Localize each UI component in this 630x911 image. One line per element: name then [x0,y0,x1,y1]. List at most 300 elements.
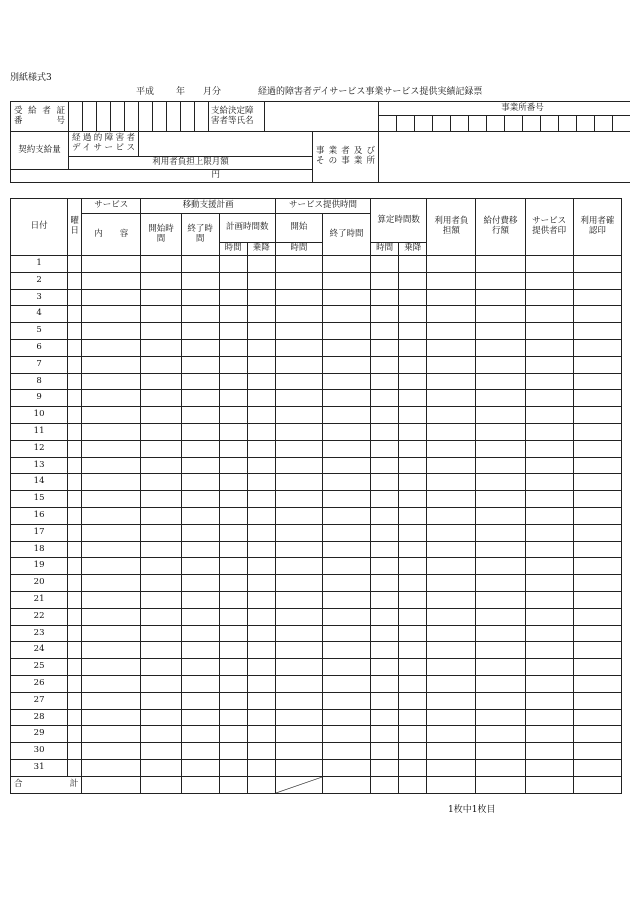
record-cell[interactable] [322,608,370,625]
record-cell[interactable] [371,675,399,692]
record-cell[interactable] [371,356,399,373]
record-cell[interactable] [82,726,141,743]
record-cell[interactable] [573,373,621,390]
record-cell[interactable] [219,625,247,642]
record-cell[interactable] [141,575,181,592]
record-cell[interactable] [525,474,573,491]
record-cell[interactable] [82,743,141,760]
record-cell[interactable] [573,507,621,524]
record-cell[interactable] [181,709,219,726]
record-cell[interactable] [219,256,247,273]
total-cell[interactable] [82,776,141,793]
record-cell[interactable] [141,692,181,709]
record-cell[interactable] [476,625,525,642]
record-cell[interactable] [525,759,573,776]
record-cell[interactable] [82,272,141,289]
office-digit[interactable] [469,116,487,132]
record-cell[interactable] [476,709,525,726]
record-cell[interactable] [275,726,322,743]
record-cell[interactable] [68,726,82,743]
record-cell[interactable] [82,709,141,726]
record-cell[interactable] [247,743,275,760]
record-cell[interactable] [141,759,181,776]
cert-digit[interactable] [195,102,209,132]
total-cell[interactable] [476,776,525,793]
record-cell[interactable] [141,608,181,625]
record-cell[interactable] [371,541,399,558]
record-cell[interactable] [82,507,141,524]
record-cell[interactable] [322,306,370,323]
record-cell[interactable] [68,608,82,625]
record-cell[interactable] [399,390,427,407]
record-cell[interactable] [275,692,322,709]
record-cell[interactable] [219,507,247,524]
record-cell[interactable] [322,457,370,474]
record-cell[interactable] [219,675,247,692]
record-cell[interactable] [573,558,621,575]
record-cell[interactable] [322,675,370,692]
record-cell[interactable] [525,373,573,390]
record-cell[interactable] [181,692,219,709]
record-cell[interactable] [427,726,476,743]
record-cell[interactable] [525,356,573,373]
total-cell[interactable] [141,776,181,793]
record-cell[interactable] [275,608,322,625]
record-cell[interactable] [68,541,82,558]
record-cell[interactable] [68,692,82,709]
record-cell[interactable] [573,726,621,743]
record-cell[interactable] [427,356,476,373]
record-cell[interactable] [141,306,181,323]
record-cell[interactable] [181,575,219,592]
record-cell[interactable] [525,608,573,625]
cert-digit[interactable] [83,102,97,132]
record-cell[interactable] [181,390,219,407]
record-cell[interactable] [181,474,219,491]
record-cell[interactable] [275,541,322,558]
record-cell[interactable] [82,373,141,390]
record-cell[interactable] [68,390,82,407]
record-cell[interactable] [322,272,370,289]
record-cell[interactable] [476,675,525,692]
record-cell[interactable] [181,356,219,373]
record-cell[interactable] [573,642,621,659]
record-cell[interactable] [525,457,573,474]
record-cell[interactable] [82,256,141,273]
record-cell[interactable] [525,625,573,642]
record-cell[interactable] [322,440,370,457]
provider-field[interactable] [379,132,630,183]
record-cell[interactable] [476,642,525,659]
record-cell[interactable] [476,608,525,625]
record-cell[interactable] [219,306,247,323]
record-cell[interactable] [219,407,247,424]
total-cell[interactable] [219,776,247,793]
record-cell[interactable] [82,339,141,356]
record-cell[interactable] [275,339,322,356]
record-cell[interactable] [68,625,82,642]
record-cell[interactable] [181,524,219,541]
record-cell[interactable] [476,692,525,709]
cert-digit[interactable] [69,102,83,132]
record-cell[interactable] [371,440,399,457]
contract-amount-field[interactable] [139,132,313,157]
office-digit[interactable] [505,116,523,132]
record-cell[interactable] [371,306,399,323]
record-cell[interactable] [476,743,525,760]
office-digit[interactable] [595,116,613,132]
record-cell[interactable] [476,423,525,440]
record-cell[interactable] [275,407,322,424]
record-cell[interactable] [141,524,181,541]
record-cell[interactable] [399,256,427,273]
record-cell[interactable] [322,692,370,709]
record-cell[interactable] [476,591,525,608]
record-cell[interactable] [68,373,82,390]
record-cell[interactable] [573,625,621,642]
record-cell[interactable] [322,743,370,760]
record-cell[interactable] [371,256,399,273]
record-cell[interactable] [247,575,275,592]
record-cell[interactable] [399,726,427,743]
record-cell[interactable] [68,256,82,273]
record-cell[interactable] [476,356,525,373]
record-cell[interactable] [476,457,525,474]
cert-digit[interactable] [181,102,195,132]
record-cell[interactable] [219,692,247,709]
record-cell[interactable] [275,642,322,659]
record-cell[interactable] [275,507,322,524]
record-cell[interactable] [427,289,476,306]
record-cell[interactable] [219,474,247,491]
record-cell[interactable] [247,491,275,508]
record-cell[interactable] [371,423,399,440]
record-cell[interactable] [525,390,573,407]
record-cell[interactable] [573,759,621,776]
record-cell[interactable] [219,608,247,625]
record-cell[interactable] [68,306,82,323]
record-cell[interactable] [247,558,275,575]
record-cell[interactable] [68,709,82,726]
record-cell[interactable] [573,272,621,289]
record-cell[interactable] [573,256,621,273]
record-cell[interactable] [399,524,427,541]
record-cell[interactable] [427,524,476,541]
record-cell[interactable] [141,659,181,676]
record-cell[interactable] [427,625,476,642]
record-cell[interactable] [322,524,370,541]
record-cell[interactable] [82,390,141,407]
record-cell[interactable] [141,289,181,306]
record-cell[interactable] [427,491,476,508]
record-cell[interactable] [476,272,525,289]
record-cell[interactable] [275,474,322,491]
record-cell[interactable] [322,541,370,558]
record-cell[interactable] [322,642,370,659]
record-cell[interactable] [219,659,247,676]
record-cell[interactable] [181,642,219,659]
record-cell[interactable] [322,339,370,356]
record-cell[interactable] [322,759,370,776]
record-cell[interactable] [275,659,322,676]
record-cell[interactable] [427,440,476,457]
record-cell[interactable] [275,524,322,541]
record-cell[interactable] [322,575,370,592]
record-cell[interactable] [247,726,275,743]
record-cell[interactable] [275,743,322,760]
record-cell[interactable] [476,339,525,356]
record-cell[interactable] [399,507,427,524]
record-cell[interactable] [141,323,181,340]
record-cell[interactable] [68,272,82,289]
record-cell[interactable] [141,709,181,726]
record-cell[interactable] [82,591,141,608]
total-cell[interactable] [427,776,476,793]
record-cell[interactable] [399,457,427,474]
record-cell[interactable] [82,541,141,558]
record-cell[interactable] [275,390,322,407]
record-cell[interactable] [219,575,247,592]
record-cell[interactable] [181,440,219,457]
record-cell[interactable] [141,743,181,760]
record-cell[interactable] [476,507,525,524]
record-cell[interactable] [247,608,275,625]
record-cell[interactable] [141,726,181,743]
record-cell[interactable] [399,608,427,625]
record-cell[interactable] [399,440,427,457]
record-cell[interactable] [525,272,573,289]
record-cell[interactable] [275,289,322,306]
record-cell[interactable] [141,256,181,273]
record-cell[interactable] [476,407,525,424]
record-cell[interactable] [247,356,275,373]
record-cell[interactable] [82,524,141,541]
record-cell[interactable] [247,323,275,340]
record-cell[interactable] [399,474,427,491]
record-cell[interactable] [141,625,181,642]
record-cell[interactable] [371,743,399,760]
cert-digit[interactable] [153,102,167,132]
record-cell[interactable] [573,692,621,709]
record-cell[interactable] [68,289,82,306]
record-cell[interactable] [525,407,573,424]
record-cell[interactable] [219,272,247,289]
record-cell[interactable] [573,289,621,306]
record-cell[interactable] [68,423,82,440]
record-cell[interactable] [181,457,219,474]
record-cell[interactable] [525,591,573,608]
record-cell[interactable] [219,457,247,474]
record-cell[interactable] [322,289,370,306]
record-cell[interactable] [322,507,370,524]
record-cell[interactable] [399,692,427,709]
record-cell[interactable] [275,759,322,776]
record-cell[interactable] [427,256,476,273]
record-cell[interactable] [275,491,322,508]
cert-digit[interactable] [111,102,125,132]
record-cell[interactable] [247,474,275,491]
record-cell[interactable] [371,373,399,390]
record-cell[interactable] [427,575,476,592]
record-cell[interactable] [247,407,275,424]
record-cell[interactable] [427,709,476,726]
record-cell[interactable] [82,675,141,692]
record-cell[interactable] [247,759,275,776]
record-cell[interactable] [275,306,322,323]
record-cell[interactable] [275,457,322,474]
record-cell[interactable] [68,474,82,491]
record-cell[interactable] [141,423,181,440]
record-cell[interactable] [181,759,219,776]
record-cell[interactable] [573,457,621,474]
office-digit[interactable] [415,116,433,132]
record-cell[interactable] [371,339,399,356]
record-cell[interactable] [247,659,275,676]
record-cell[interactable] [275,440,322,457]
decided-person-name-field[interactable] [265,102,379,132]
record-cell[interactable] [275,323,322,340]
record-cell[interactable] [427,390,476,407]
record-cell[interactable] [82,692,141,709]
record-cell[interactable] [399,709,427,726]
record-cell[interactable] [219,390,247,407]
record-cell[interactable] [181,659,219,676]
record-cell[interactable] [141,541,181,558]
record-cell[interactable] [322,390,370,407]
record-cell[interactable] [82,659,141,676]
record-cell[interactable] [525,726,573,743]
record-cell[interactable] [82,356,141,373]
record-cell[interactable] [525,507,573,524]
record-cell[interactable] [476,474,525,491]
record-cell[interactable] [322,558,370,575]
record-cell[interactable] [476,726,525,743]
record-cell[interactable] [247,306,275,323]
record-cell[interactable] [68,457,82,474]
record-cell[interactable] [181,323,219,340]
record-cell[interactable] [525,541,573,558]
record-cell[interactable] [275,675,322,692]
record-cell[interactable] [247,591,275,608]
record-cell[interactable] [399,659,427,676]
record-cell[interactable] [82,491,141,508]
cert-digit[interactable] [125,102,139,132]
record-cell[interactable] [141,440,181,457]
record-cell[interactable] [573,407,621,424]
record-cell[interactable] [371,289,399,306]
record-cell[interactable] [371,491,399,508]
record-cell[interactable] [68,356,82,373]
record-cell[interactable] [181,675,219,692]
record-cell[interactable] [247,709,275,726]
record-cell[interactable] [573,474,621,491]
record-cell[interactable] [371,407,399,424]
record-cell[interactable] [247,507,275,524]
office-digit[interactable] [451,116,469,132]
record-cell[interactable] [219,339,247,356]
record-cell[interactable] [399,491,427,508]
record-cell[interactable] [525,256,573,273]
record-cell[interactable] [371,709,399,726]
record-cell[interactable] [181,423,219,440]
record-cell[interactable] [141,407,181,424]
record-cell[interactable] [219,726,247,743]
record-cell[interactable] [68,675,82,692]
record-cell[interactable] [427,743,476,760]
record-cell[interactable] [275,558,322,575]
record-cell[interactable] [427,272,476,289]
record-cell[interactable] [476,373,525,390]
record-cell[interactable] [82,558,141,575]
total-cell[interactable] [573,776,621,793]
record-cell[interactable] [427,759,476,776]
record-cell[interactable] [525,323,573,340]
record-cell[interactable] [82,440,141,457]
record-cell[interactable] [573,659,621,676]
record-cell[interactable] [219,323,247,340]
record-cell[interactable] [247,457,275,474]
record-cell[interactable] [476,323,525,340]
cert-digit[interactable] [167,102,181,132]
total-cell[interactable] [399,776,427,793]
record-cell[interactable] [371,507,399,524]
record-cell[interactable] [427,541,476,558]
record-cell[interactable] [141,390,181,407]
record-cell[interactable] [141,642,181,659]
record-cell[interactable] [181,558,219,575]
record-cell[interactable] [68,440,82,457]
record-cell[interactable] [141,675,181,692]
record-cell[interactable] [219,289,247,306]
record-cell[interactable] [427,659,476,676]
record-cell[interactable] [573,440,621,457]
record-cell[interactable] [181,591,219,608]
record-cell[interactable] [399,272,427,289]
office-digit[interactable] [397,116,415,132]
record-cell[interactable] [573,356,621,373]
record-cell[interactable] [573,306,621,323]
record-cell[interactable] [247,675,275,692]
record-cell[interactable] [322,659,370,676]
record-cell[interactable] [573,491,621,508]
record-cell[interactable] [399,407,427,424]
record-cell[interactable] [371,323,399,340]
record-cell[interactable] [573,709,621,726]
record-cell[interactable] [371,608,399,625]
record-cell[interactable] [399,575,427,592]
record-cell[interactable] [82,625,141,642]
record-cell[interactable] [399,339,427,356]
record-cell[interactable] [371,272,399,289]
record-cell[interactable] [275,373,322,390]
record-cell[interactable] [181,625,219,642]
record-cell[interactable] [525,524,573,541]
record-cell[interactable] [247,256,275,273]
record-cell[interactable] [141,591,181,608]
cert-digit[interactable] [139,102,153,132]
record-cell[interactable] [476,306,525,323]
record-cell[interactable] [476,541,525,558]
record-cell[interactable] [181,339,219,356]
record-cell[interactable] [525,692,573,709]
record-cell[interactable] [68,407,82,424]
record-cell[interactable] [525,675,573,692]
office-digit[interactable] [433,116,451,132]
record-cell[interactable] [371,659,399,676]
record-cell[interactable] [399,373,427,390]
record-cell[interactable] [219,743,247,760]
record-cell[interactable] [525,423,573,440]
